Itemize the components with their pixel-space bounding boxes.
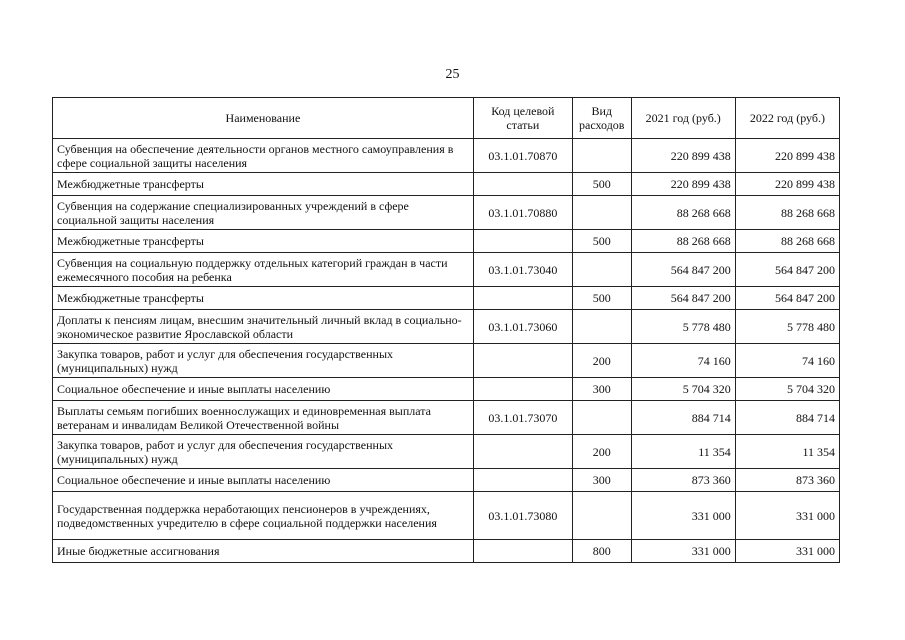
row-code <box>473 378 572 401</box>
budget-table <box>52 97 840 563</box>
row-2021: 5 704 320 <box>631 378 735 401</box>
table-row <box>53 139 840 173</box>
row-2022: 88 268 668 <box>735 196 839 230</box>
page-number: 25 <box>445 67 460 82</box>
row-code <box>473 230 572 253</box>
row-2021: 873 360 <box>631 469 735 492</box>
row-name: Субвенция на содержание специализированных учреждений в сфере социальной защиты населения <box>53 196 474 230</box>
row-code <box>473 287 572 310</box>
row-2022: 564 847 200 <box>735 287 839 310</box>
row-code: 03.1.01.73080 <box>473 492 572 540</box>
row-code: 03.1.01.73060 <box>473 310 572 344</box>
row-2022: 220 899 438 <box>735 139 839 173</box>
row-type: 300 <box>572 378 631 401</box>
table-row <box>53 492 840 540</box>
table-row <box>53 378 840 401</box>
table-row <box>53 287 840 310</box>
row-code <box>473 540 572 563</box>
row-type <box>572 139 631 173</box>
row-2021: 220 899 438 <box>631 173 735 196</box>
row-2022: 88 268 668 <box>735 230 839 253</box>
row-type: 200 <box>572 435 631 469</box>
table-row <box>53 540 840 563</box>
row-code: 03.1.01.73040 <box>473 253 572 287</box>
row-2021: 331 000 <box>631 492 735 540</box>
header-name: Наименование <box>53 98 474 139</box>
row-2021: 88 268 668 <box>631 196 735 230</box>
row-name: Межбюджетные трансферты <box>53 287 474 310</box>
row-2022: 884 714 <box>735 401 839 435</box>
table-row <box>53 401 840 435</box>
row-name: Иные бюджетные ассигнования <box>53 540 474 563</box>
table-row <box>53 435 840 469</box>
row-2021: 11 354 <box>631 435 735 469</box>
row-2021: 88 268 668 <box>631 230 735 253</box>
row-2022: 331 000 <box>735 492 839 540</box>
row-name: Социальное обеспечение и иные выплаты населению <box>53 378 474 401</box>
row-code: 03.1.01.70880 <box>473 196 572 230</box>
row-2021: 331 000 <box>631 540 735 563</box>
header-code: Код целевой статьи <box>473 98 572 139</box>
row-name: Социальное обеспечение и иные выплаты населению <box>53 469 474 492</box>
table-row <box>53 344 840 378</box>
table-row <box>53 230 840 253</box>
row-name: Доплаты к пенсиям лицам, внесшим значительный личный вклад в социально-экономическое развитие Ярославской области <box>53 310 474 344</box>
table-header-row <box>53 98 840 139</box>
table-row <box>53 173 840 196</box>
row-2022: 564 847 200 <box>735 253 839 287</box>
row-type: 800 <box>572 540 631 563</box>
row-2021: 74 160 <box>631 344 735 378</box>
row-name: Межбюджетные трансферты <box>53 173 474 196</box>
row-code <box>473 173 572 196</box>
row-2021: 884 714 <box>631 401 735 435</box>
row-2021: 564 847 200 <box>631 287 735 310</box>
row-name: Выплаты семьям погибших военнослужащих и единовременная выплата ветеранам и инвалидам Великой Отечественной войны <box>53 401 474 435</box>
row-name: Субвенция на обеспечение деятельности органов местного самоуправления в сфере социальной защиты населения <box>53 139 474 173</box>
row-name: Закупка товаров, работ и услуг для обеспечения государственных (муниципальных) нужд <box>53 435 474 469</box>
row-code: 03.1.01.73070 <box>473 401 572 435</box>
row-name: Субвенция на социальную поддержку отдельных категорий граждан в части ежемесячного пособия на ребенка <box>53 253 474 287</box>
row-code <box>473 469 572 492</box>
row-code: 03.1.01.70870 <box>473 139 572 173</box>
row-2022: 74 160 <box>735 344 839 378</box>
header-type: Вид расходов <box>572 98 631 139</box>
table-row <box>53 310 840 344</box>
row-2022: 5 778 480 <box>735 310 839 344</box>
header-2022: 2022 год (руб.) <box>735 98 839 139</box>
row-type: 500 <box>572 230 631 253</box>
row-type: 300 <box>572 469 631 492</box>
row-type <box>572 492 631 540</box>
row-2022: 331 000 <box>735 540 839 563</box>
row-code <box>473 435 572 469</box>
row-type: 500 <box>572 287 631 310</box>
table-row <box>53 253 840 287</box>
row-2022: 220 899 438 <box>735 173 839 196</box>
table-row <box>53 196 840 230</box>
row-2022: 5 704 320 <box>735 378 839 401</box>
row-type <box>572 196 631 230</box>
row-type: 200 <box>572 344 631 378</box>
row-2021: 220 899 438 <box>631 139 735 173</box>
row-2021: 564 847 200 <box>631 253 735 287</box>
row-name: Государственная поддержка неработающих пенсионеров в учреждениях, подведомственных учредителю в сфере социальной поддержки населения <box>53 492 474 540</box>
table-row <box>53 469 840 492</box>
row-name: Межбюджетные трансферты <box>53 230 474 253</box>
row-type <box>572 310 631 344</box>
header-2021: 2021 год (руб.) <box>631 98 735 139</box>
row-type: 500 <box>572 173 631 196</box>
row-type <box>572 253 631 287</box>
row-code <box>473 344 572 378</box>
row-type <box>572 401 631 435</box>
row-2022: 11 354 <box>735 435 839 469</box>
row-name: Закупка товаров, работ и услуг для обеспечения государственных (муниципальных) нужд <box>53 344 474 378</box>
row-2022: 873 360 <box>735 469 839 492</box>
row-2021: 5 778 480 <box>631 310 735 344</box>
